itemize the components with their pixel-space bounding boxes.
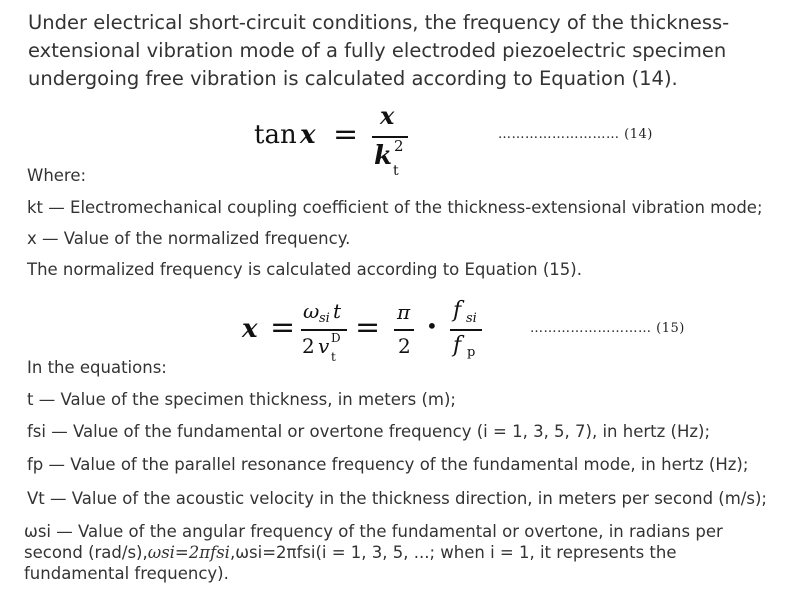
eq15-num3-f: f xyxy=(453,298,462,323)
definition-x: x — Value of the normalized frequency. xyxy=(27,229,351,248)
eq15-number: ……………………… (15) xyxy=(530,321,685,336)
eq15-den3-f: f xyxy=(453,333,462,358)
eq15-den1-v: v xyxy=(318,334,330,358)
eq15-num1-t: t xyxy=(333,299,342,323)
normalized-frequency-note: The normalized frequency is calculated according to Equation (15). xyxy=(27,260,582,279)
eq14-den-k: k xyxy=(374,141,393,171)
where-label: Where: xyxy=(27,166,87,185)
eq14-tan: tan xyxy=(254,120,297,150)
equation-15 xyxy=(0,296,800,366)
omega-def-part1: ωsi — Value of the angular frequency of the fundamental or overtone, in radians per second (rad/s), xyxy=(24,522,723,562)
eq15-num2-pi: π xyxy=(397,300,411,324)
eq15-x: x xyxy=(242,314,258,344)
eq14-number: ……………………… (14) xyxy=(498,127,653,142)
eq15-num1-sub: si xyxy=(319,311,330,326)
definition-vt: Vt — Value of the acoustic velocity in the thickness direction, in meters per second (m/s); xyxy=(27,489,767,508)
eq15-equals-2: = xyxy=(355,310,381,345)
omega-def-italic: ωsi=2πfsi xyxy=(147,543,230,562)
eq15-num1-omega: ω xyxy=(303,299,320,323)
eq14-x: x xyxy=(300,120,316,150)
eq15-fraction-bar-2 xyxy=(394,329,414,331)
eq14-numerator: x xyxy=(380,101,395,130)
eq15-den1-sub: t xyxy=(331,350,336,364)
eq15-dot: • xyxy=(426,314,438,338)
definition-omega-si xyxy=(24,521,764,584)
eq14-den-sup: 2 xyxy=(394,137,404,155)
eq15-den2-two: 2 xyxy=(398,334,411,358)
eq15-den3-sub: p xyxy=(467,345,476,360)
in-equations-label: In the equations: xyxy=(27,358,167,377)
eq15-fraction-bar-3 xyxy=(450,329,482,331)
eq14-den-sub: t xyxy=(393,163,399,179)
eq15-den1-two: 2 xyxy=(302,334,315,358)
equation-14 xyxy=(0,100,800,180)
omega-def-part3: ,ωsi=2πfsi(i = 1, 3, 5, ...; when i = 1, it represents the fundamental frequency). xyxy=(24,543,677,583)
definition-t: t — Value of the specimen thickness, in meters (m); xyxy=(27,390,456,409)
eq15-den1-sup: D xyxy=(331,331,341,345)
definition-fsi: fsi — Value of the fundamental or overtone frequency (i = 1, 3, 5, 7), in hertz (Hz); xyxy=(27,422,711,441)
eq15-equals-1: = xyxy=(270,310,296,345)
definition-fp: fp — Value of the parallel resonance frequency of the fundamental mode, in hertz (Hz); xyxy=(27,455,749,474)
intro-paragraph: Under electrical short-circuit conditions, the frequency of the thickness-extensional vibration mode of a fully electroded piezoelectric specimen undergoing free vibration is calculated according to Equation (14). xyxy=(28,11,730,90)
eq15-num3-sub: si xyxy=(466,311,477,326)
definition-kt: kt — Electromechanical coupling coefficient of the thickness-extensional vibration mode; xyxy=(27,198,763,217)
eq14-equals: = xyxy=(333,117,359,152)
